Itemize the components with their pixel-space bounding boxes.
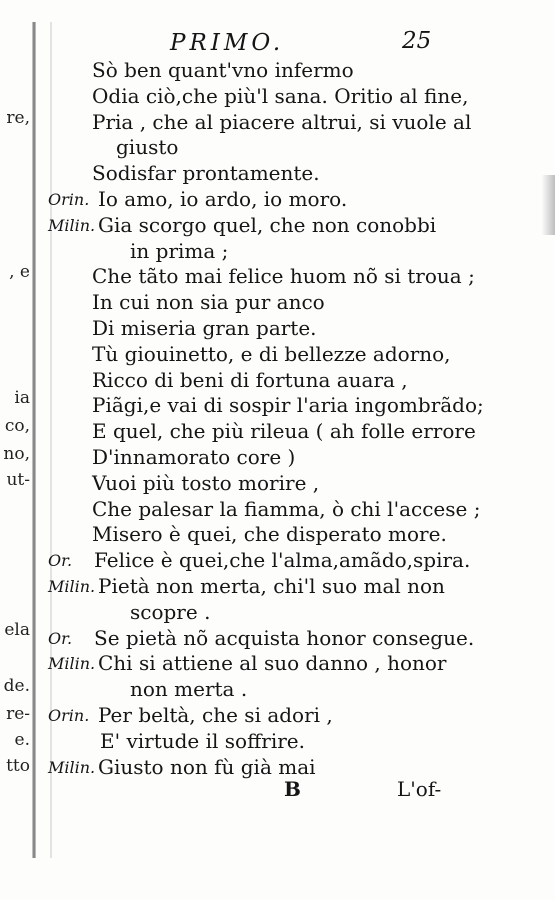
verse-line: Tù giouinetto, e di bellezze adorno, [92, 342, 451, 366]
margin-fragment: ia [14, 388, 30, 408]
verse-line: Giusto non fù già mai [98, 755, 316, 779]
verse-line: scopre . [130, 600, 211, 624]
verse-line: In cui non sia pur anco [92, 290, 325, 314]
page-number: 25 [402, 28, 432, 54]
verse-line: Odia ciò,che più'l sana. Oritio al fine, [92, 84, 469, 108]
page-edge-shadow [541, 175, 555, 235]
verse-line: Io amo, io ardo, io moro. [98, 187, 348, 211]
verse-line: Per beltà, che si adori , [98, 703, 333, 727]
verse-line: Gia scorgo quel, che non conobbi [98, 213, 437, 237]
verse-line: E quel, che più rileua ( ah folle errore [92, 419, 476, 443]
margin-fragment: no, [3, 444, 30, 464]
verse-line: giusto [116, 135, 179, 159]
speaker-label: Orin. [48, 190, 90, 209]
signature-mark: B [284, 777, 301, 801]
verse-line: Vuoi più tosto morire , [92, 471, 320, 495]
verse-line: Sodisfar prontamente. [92, 161, 320, 185]
verse-line: Chi si attiene al suo danno , honor [98, 651, 447, 675]
margin-fragment: tto [6, 756, 30, 776]
margin-fragment: re, [6, 108, 30, 128]
verse-line: non merta . [130, 677, 248, 701]
verse-line: E' virtude il soffrire. [100, 729, 305, 753]
margin-fragment: re- [6, 704, 30, 724]
verse-line: Che palesar la fiamma, ò chi l'accese ; [92, 497, 481, 521]
margin-fragment: co, [4, 416, 30, 436]
speaker-label: Milin. [48, 216, 96, 235]
speaker-label: Or. [48, 629, 73, 648]
binding-fold [32, 22, 36, 858]
margin-fragment: ela [4, 620, 30, 640]
binding-fold-shadow [50, 22, 52, 858]
verse-line: Misero è quei, che disperato more. [92, 522, 447, 546]
verse-line: Sò ben quant'vno infermo [92, 58, 354, 82]
verse-line: Felice è quei,che l'alma,amãdo,spira. [94, 548, 471, 572]
margin-fragment: , e [9, 262, 30, 282]
margin-fragment: e. [14, 730, 30, 750]
speaker-label: Orin. [48, 706, 90, 725]
margin-fragment: de. [3, 676, 30, 696]
verse-line: Se pietà nõ acquista honor consegue. [94, 626, 475, 650]
verse-line: Di miseria gran parte. [92, 316, 317, 340]
gutter-margin [0, 0, 52, 900]
speaker-label: Milin. [48, 577, 96, 596]
running-header: PRIMO. [170, 30, 285, 56]
speaker-label: Milin. [48, 758, 96, 777]
verse-line: Che tãto mai felice huom nõ si troua ; [92, 264, 475, 288]
verse-line: in prima ; [130, 239, 229, 263]
verse-line: Pietà non merta, chi'l suo mal non [98, 574, 445, 598]
verse-line: Pria , che al piacere altrui, si vuole al [92, 110, 472, 134]
speaker-label: Or. [48, 551, 73, 570]
margin-fragment: ut- [6, 470, 30, 490]
verse-line: Ricco di beni di fortuna auara , [92, 368, 408, 392]
verse-line: D'innamorato core ) [92, 445, 296, 469]
verse-line: Piãgi,e vai di sospir l'aria ingombrãdo; [92, 393, 484, 417]
speaker-label: Milin. [48, 654, 96, 673]
catchword: L'of- [397, 777, 442, 801]
